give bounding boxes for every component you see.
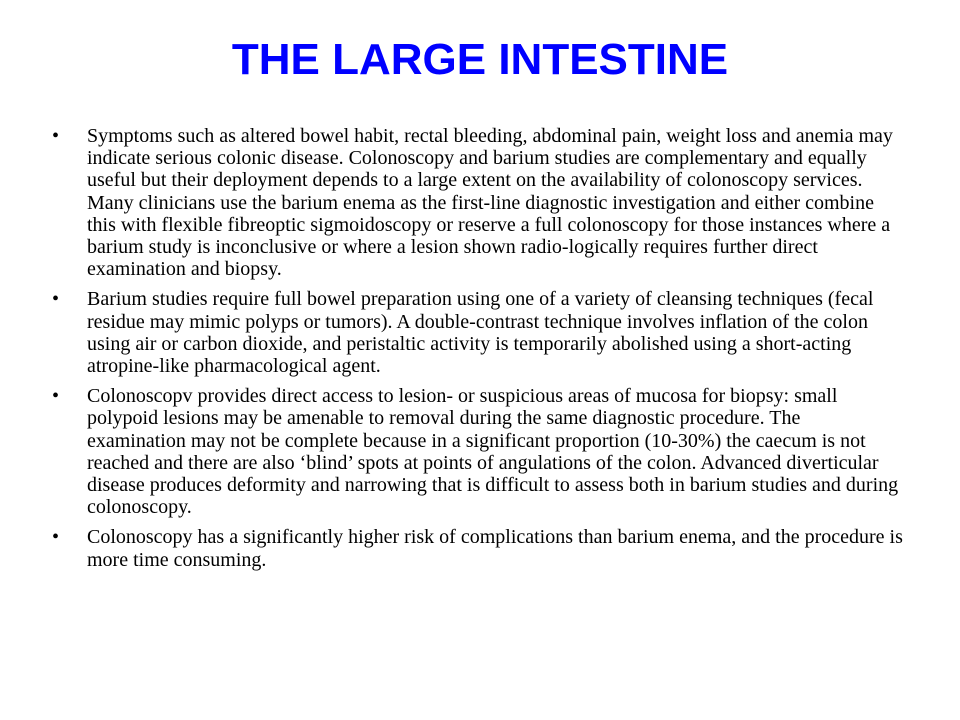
bullet-icon: • (52, 385, 60, 408)
bullet-text-2: Barium studies require full bowel preparation using one of a variety of cleansing techniques (fecal residue may mimic polyps or tumors). A double-contrast technique involves inflation of the colon using air or carbon dioxide, and peristaltic activity is temporarily abolished using a short-acting atropine-like pharmacological agent. (87, 288, 874, 378)
bullet-list (52, 125, 904, 579)
bullet-item-1 (52, 125, 904, 280)
bullet-icon: • (52, 526, 60, 549)
bullet-item-4 (52, 526, 904, 570)
slide-title: THE LARGE INTESTINE (231, 35, 729, 84)
bullet-icon: • (52, 288, 60, 311)
bullet-text-3: Colonoscopv provides direct access to lesion- or suspicious areas of mucosa for biopsy: small polypoid lesions may be amenable to removal during the same diagnostic procedure. The examination may not be complete because in a significant proportion (10-30%) the caecum is not reached and there are also ‘blind’ spots at points of angulations of the colon. Advanced diverticular disease produces deformity and narrowing that is difficult to assess both in barium studies and during colonoscopy. (87, 385, 899, 519)
bullet-item-3 (52, 385, 904, 518)
bullet-item-2 (52, 288, 904, 377)
bullet-icon: • (52, 125, 60, 147)
bullet-text-1: Symptoms such as altered bowel habit, rectal bleeding, abdominal pain, weight loss and anemia may indicate serious colonic disease. Colonoscopy and barium studies are complementary and equally useful but their deployment depends to a large extent on the availability of colonoscopy services. Many clinicians use the barium enema as the first-line diagnostic investigation and either combine this with flexible fibreoptic sigmoidoscopy or reserve a full colonoscopy for those instances where a barium study is inconclusive or where a lesion shown radio-logically requires further direct examination and biopsy. (87, 125, 893, 281)
bullet-text-4: Colonoscopy has a significantly higher risk of complications than barium enema, and the procedure is more time consuming. (87, 526, 903, 571)
